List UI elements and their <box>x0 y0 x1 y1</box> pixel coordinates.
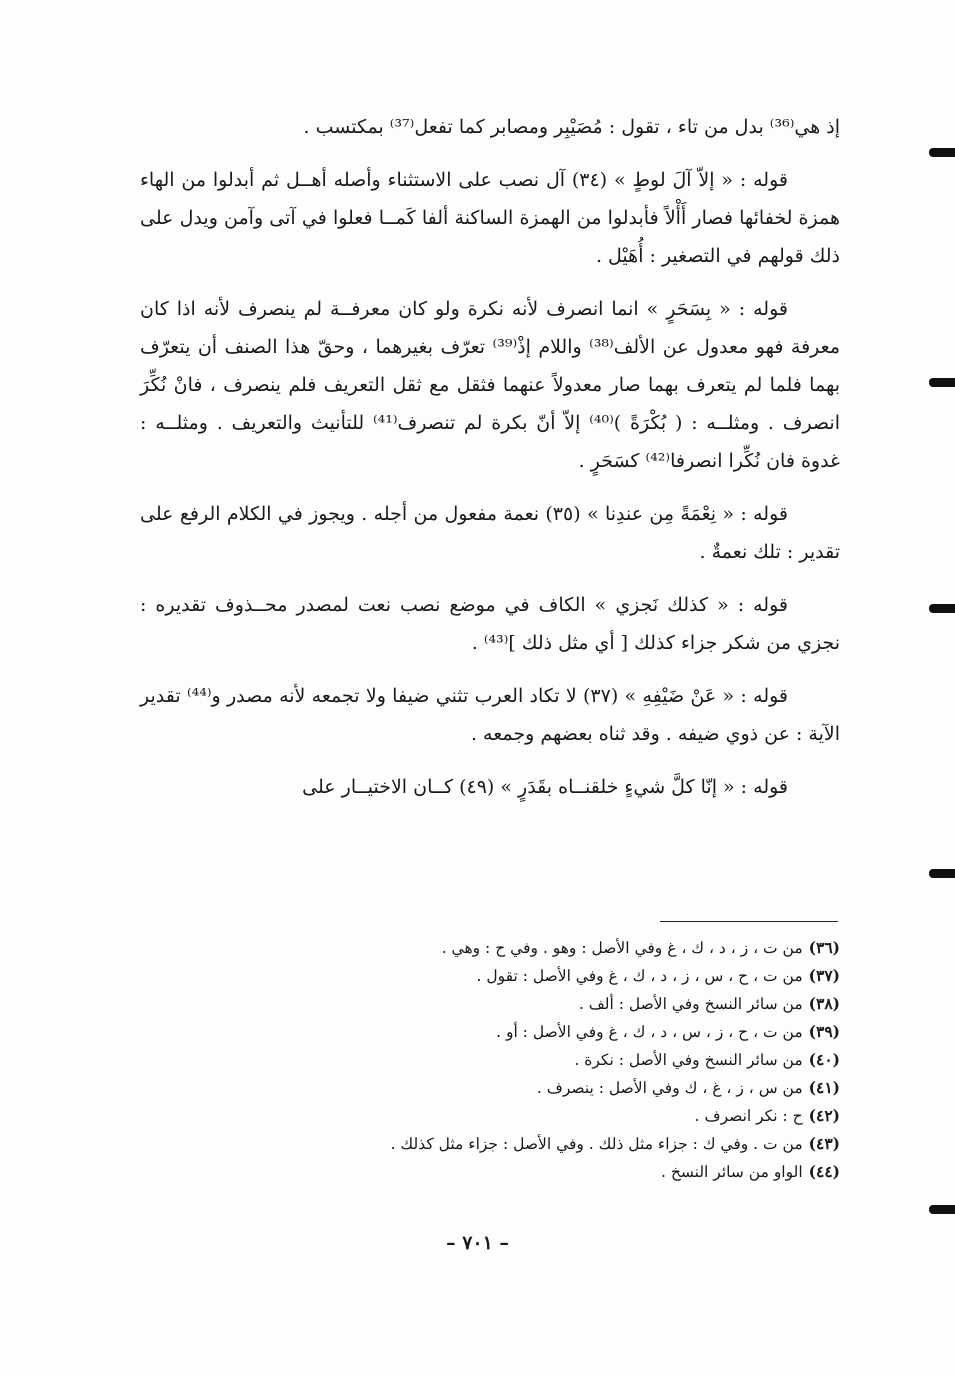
footnote <box>140 962 840 990</box>
edge-mark <box>929 1205 955 1214</box>
paragraph: قوله : « إنّا كلَّ شيءٍ خلقنــاه بقَدَرٍ » (٤٩) كــان الاختيــار على <box>302 776 788 798</box>
edge-mark <box>929 869 955 878</box>
footnote <box>140 990 840 1018</box>
footnote <box>140 934 840 962</box>
footnote-text: من ت . وفي ك : جزاء مثل ذلك . وفي الأصل : جزاء مثل كذلك . <box>390 1135 803 1153</box>
footnote-number: (٣٩) <box>808 1022 840 1041</box>
footnote-number: (٤٠) <box>808 1050 840 1069</box>
footnote <box>140 1102 840 1130</box>
paragraph: قوله : « إلاّ آلَ لوطٍ » (٣٤) آل نصب على الاستثناء وأصله أهــل ثم أبدلوا من الهاء همزة لخفائها فصار أَأْلاً فأبدلوا من الهمزة الساكنة ألفا كَمــا فعلوا في آتى وآمن ويدل على ذلك قولهم في التصغير : أُهَيْل . <box>140 169 840 267</box>
edge-mark <box>929 148 955 157</box>
footnote <box>140 1074 840 1102</box>
footnote-text: من س ، ز ، غ ، ك وفي الأصل : ينصرف . <box>536 1079 803 1097</box>
footnote-text: ح : نكر انصرف . <box>694 1107 803 1125</box>
paragraph: قوله : « كذلك نَجزي » الكاف في موضع نصب نعت لمصدر محــذوف تقديره : نجزي من شكر جزاء كذلك [ أي مثل ذلك ]⁽⁴³⁾ . <box>140 594 840 654</box>
footnote-number: (٣٦) <box>808 938 840 957</box>
footnote <box>140 1158 840 1186</box>
footnote-text: من ت ، ز ، د ، ك ، غ وفي الأصل : وهو . وفي ح : وهي . <box>441 939 803 957</box>
footnote-text: من ت ، ح ، ز ، س ، د ، ك ، غ وفي الأصل : أو . <box>496 1023 803 1041</box>
footnote-text: من ت ، ح ، س ، ز ، د ، ك ، غ وفي الأصل : تقول . <box>476 967 803 985</box>
footnote-number: (٤٤) <box>808 1162 840 1181</box>
footnote-number: (٣٧) <box>808 966 840 985</box>
footnote <box>140 1130 840 1158</box>
footnote <box>140 1046 840 1074</box>
footnotes <box>140 934 840 1186</box>
main-text <box>140 108 840 821</box>
paragraph: قوله : « نِعْمَةً مِن عندِنا » (٣٥) نعمة مفعول من أجله . ويجوز في الكلام الرفع على تقدير : تلك نعمةٌ . <box>140 503 840 563</box>
footnote-text: الواو من سائر النسخ . <box>660 1163 803 1181</box>
footnote-text: من سائر النسخ وفي الأصل : نكرة . <box>574 1051 803 1069</box>
edge-mark <box>929 604 955 613</box>
paragraph: إذ هي⁽³⁶⁾ بدل من تاء ، تقول : مُصَيْبِر ومصابر كما تفعل⁽³⁷⁾ بمكتسب . <box>303 116 840 138</box>
footnote <box>140 1018 840 1046</box>
paragraph: قوله : « بِسَحَرٍ » انما انصرف لأنه نكرة ولو كان معرفــة لم ينصرف لأنه اذا كان معرفة فهو معدول عن الألف⁽³⁸⁾ واللام إذْ⁽³⁹⁾ تعرّف بغيرهما ، وحقّ هذا الصنف أن يتعرّف بهما فلما لم يتعرف بهما صار معدولاً عنهما فثقل مع ثقل التعريف فلم ينصرف ، فانْ نُكِّرَ انصرف . ومثلــه : ( بُكْرَةً )⁽⁴⁰⁾ إلاّ أنّ بكرة لم تنصرف⁽⁴¹⁾ للتأنيث والتعريف . ومثلــه : غدوة فان نُكِّرا انصرفا⁽⁴²⁾ كسَحَرٍ . <box>140 298 841 472</box>
page-number: – ٧٠١ – <box>446 1232 509 1254</box>
edge-mark <box>929 378 955 387</box>
footnote-number: (٤٣) <box>808 1134 840 1153</box>
footnote-number: (٤٢) <box>808 1106 840 1125</box>
footnote-separator <box>660 921 838 922</box>
footnote-number: (٣٨) <box>808 994 840 1013</box>
footnote-text: من سائر النسخ وفي الأصل : ألف . <box>578 995 803 1013</box>
footnote-number: (٤١) <box>808 1078 840 1097</box>
paragraph: قوله : « عَنْ ضَيْفِهِ » (٣٧) لا تكاد العرب تثني ضيفا ولا تجمعه لأنه مصدر و⁽⁴⁴⁾ تقدير الآية : عن ذوي ضيفه . وقد ثناه بعضهم وجمعه . <box>140 685 840 745</box>
